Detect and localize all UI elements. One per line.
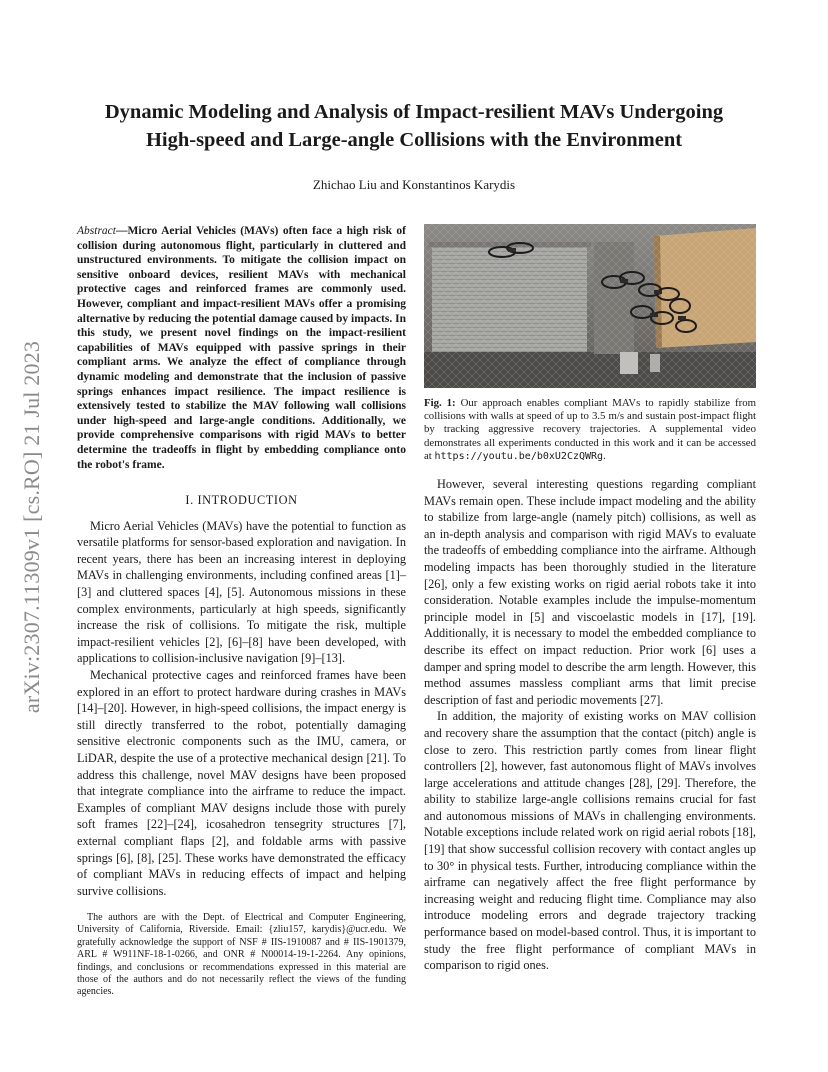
figure-1-caption xyxy=(424,397,756,463)
abstract-body: Micro Aerial Vehicles (MAVs) often face a high risk of collision during autonomous flight, particularly in cluttered and unstructured environments. To mitigate the collision impact on sensitive onboard devices, resilient MAVs with mechanical protective cages and reinforced frames are commonly used. However, compliant and impact-resilient MAVs offer a promising alternative by reducing the potential damage caused by impacts. In this study, we present novel findings on the impact-resilient capabilities of MAVs equipped with passive springs in their compliant arms. We analyze the effect of compliance through dynamic modeling and demonstrate that the inclusion of passive springs enhances impact resilience. The impact resilience is extensively tested to stabilize the MAV following wall collisions under high-speed and large-angle conditions. Additionally, we provide comprehensive comparisons with rigid MAVs to better determine the tradeoffs in flight by embedding compliance onto the robot's frame. xyxy=(77,225,406,471)
footnote-text: The authors are with the Dept. of Electrical and Computer Engineering, University of California, Riverside. Email: {zliu157, karydis}@ucr.edu. We gratefully acknowledge the support of NSF # IIS-1910087 and # IIS-1901379, ARL # W911NF-18-1-0266, and ONR # N00014-19-1-2264. Any opinions, findings, and conclusions or recommendations expressed in this material are those of the authors and do not necessarily reflect the views of the funding agencies. xyxy=(77,912,406,998)
arxiv-watermark xyxy=(12,292,52,762)
paper-title xyxy=(70,98,758,154)
right-paragraph-2: In addition, the majority of existing works on MAV collision and recovery share the assumption that the contact (pitch) angle is close to zero. This restriction partly comes from linear flight controllers [2], however, fast autonomous flight of MAVs involves large accelerations and attitude changes [28], [29]. Therefore, the ability to stabilize large-angle collisions remains crucial for fast and autonomous missions of MAVs in challenging environments. Notable exceptions include related work on rigid aerial robots [18], [19] that show successful collision recovery with contact angles up to 30° in physical tests. Further, introducing compliance within the airframe can negatively affect the free flight performance by increasing weight and reducing flight time. Compliance may also introduce modeling errors and degrade trajectory tracking performance based on model-based control. Thus, it is important to study the free flight performance of compliant MAVs in comparison to rigid ones. xyxy=(424,709,756,973)
right-body xyxy=(424,476,756,974)
arxiv-id: arXiv:2307.11309v1 [cs.RO] 21 Jul 2023 xyxy=(19,340,44,714)
intro-paragraph-1: Micro Aerial Vehicles (MAVs) have the potential to function as versatile platforms for sensor-based exploration and navigation. In recent years, there has been an increasing interest in deploying MAVs in challenging environments, including confined areas [1]–[3] and cluttered spaces [4], [5]. Autonomous missions in these complex environments, particularly at high speeds, significantly increase the risk of collisions. To mitigate the risk, multiple impact-resilient vehicles [2], [6]–[8] have been developed, with applications to collision-inclusive navigation [9]–[13]. xyxy=(77,518,406,666)
abstract-separator: — xyxy=(115,225,128,237)
title-line-2: High-speed and Large-angle Collisions with the Environment xyxy=(145,129,683,151)
figure-label: Fig. 1: xyxy=(424,397,456,409)
footnote xyxy=(77,912,406,999)
authors: Zhichao Liu and Konstantinos Karydis xyxy=(312,177,516,192)
video-link[interactable]: https://youtu.be/b0xU2CzQWRg xyxy=(434,450,604,462)
left-column xyxy=(77,224,406,899)
right-paragraph-1: However, several interesting questions regarding compliant MAVs remain open. These include impact modeling and the ability to stabilize from large-angle (namely pitch) collisions, as well as an in-depth analysis and comparison with rigid MAVs to evaluate the tradeoffs of embedding compliance into the airframe. Although modeling impacts has been thoroughly studied in the literature [26], only a few existing works on rigid aerial robots take it into consideration. Notable examples include the impulse-momentum principle model in [5] and viscoelastic models in [17], [19]. Additionally, it is necessary to model the embedded compliance to describe its effect on impact reduction. Prior work [6] uses a damper and spring model to describe the arm length. However, this method assumes massless compliant arms that limit precise description of fast and periodic movements [27]. xyxy=(424,477,756,707)
section-heading-introduction: I. INTRODUCTION xyxy=(185,493,298,508)
caption-end: . xyxy=(603,449,606,462)
intro-paragraph-2: Mechanical protective cages and reinforced frames have been explored in an effort to protect hardware during crashes in MAVs [14]–[20]. However, in high-speed collisions, the impact energy is still directly transferred to the robot, potentially damaging sensitive electronic components such as the IMU, camera, or LiDAR, despite the use of a protective mechanical design [21]. To address this challenge, novel MAV designs have been proposed that integrate compliance into the airframe to reduce the impact. Examples of compliant MAV designs include those with purely soft frames [22]–[24], icosahedron tensegrity structures [7], external compliant flaps [2], and foldable arms with passive springs [6], [8], [25]. These works have demonstrated the efficacy of compliant MAVs in reducing effects of impact and helping survive collisions. xyxy=(77,668,406,898)
title-line-1: Dynamic Modeling and Analysis of Impact-resilient MAVs Undergoing xyxy=(104,101,724,123)
collision-experiment-photo xyxy=(424,224,756,388)
abstract xyxy=(77,224,406,472)
abstract-label: Abstract xyxy=(77,225,116,237)
right-column xyxy=(424,224,756,974)
figure-1-photo xyxy=(424,224,756,388)
caption-text: Our approach enables compliant MAVs to rapidly stabilize from collisions with walls at speed of up to 3.5 m/s and sustain post-impact flight by tracking aggressive recovery trajectories. A supplemental video demonstrates all experiments conducted in this work and it can be accessed at xyxy=(424,397,756,462)
